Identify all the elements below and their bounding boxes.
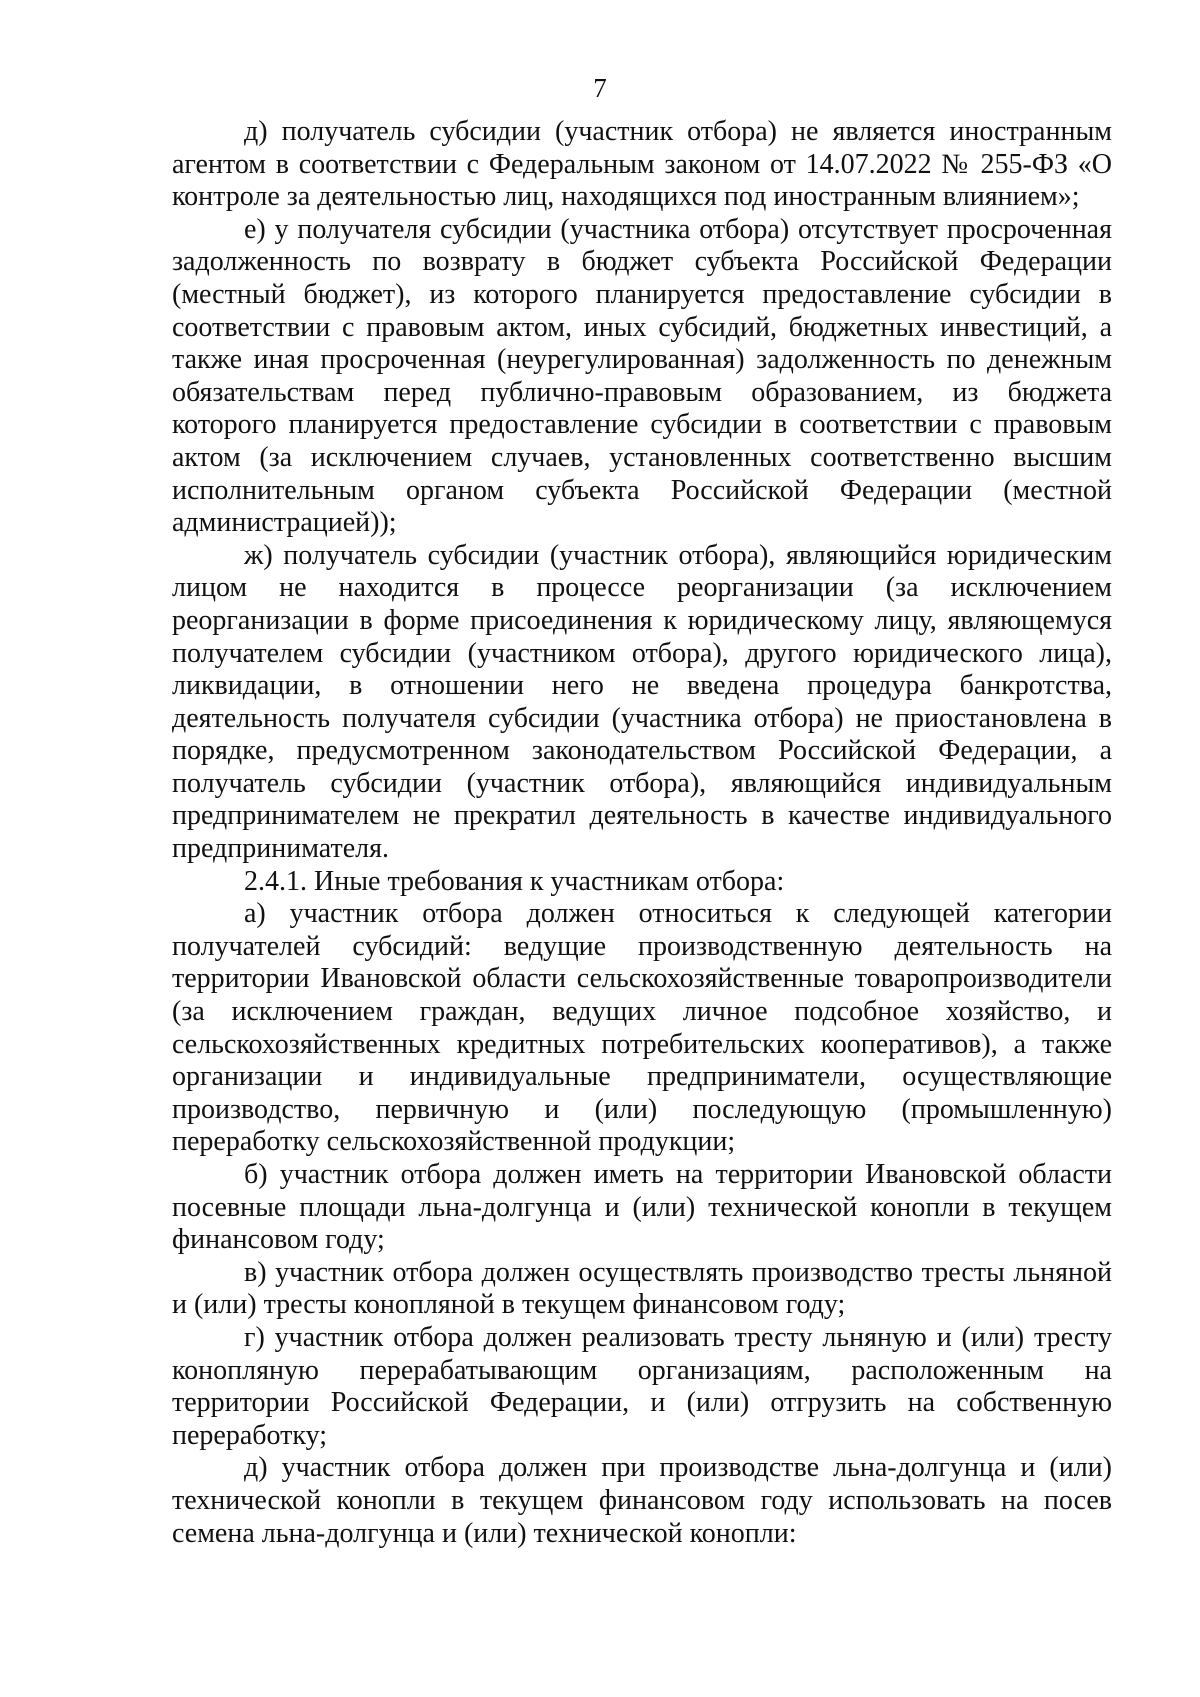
paragraph-zh-no-reorganization: ж) получатель субсидии (участник отбора), являющийся юридическим лицом не находится в процессе реорганизации (за исключением реорганизации в форме присоединения к юридическому лицу, являющемуся получателем субсидии (участником отбора), другого юридического лица), ликвидации, в отношении него не введена процедура банкротства, деятельность получателя субсидии (участника отбора) не приостановлена в порядке, предусмотренном законодательством Российской Федерации, а получатель субсидии (участник отбора), являющийся индивидуальным предпринимателем не прекратил деятельность в качестве индивидуального предпринимателя. xyxy=(172,539,1112,865)
paragraph-d-seeds: д) участник отбора должен при производстве льна-долгунца и (или) технической конопли в текущем финансовом году использовать на посев семена льна-долгунца и (или) технической конопли: xyxy=(172,1452,1112,1549)
paragraph-a-category: а) участник отбора должен относиться к следующей категории получателей субсидий: ведущие производственную деятельность на территории Ивановской области сельскохозяйственные товаропроизводители (за исключением граждан, ведущих личное подсобное хозяйство, и сельскохозяйственных кредитных потребительских кооперативов), а также организации и индивидуальные предприниматели, осуществляющие производство, первичную и (или) последующую (промышленную) переработку сельскохозяйственной продукции; xyxy=(172,898,1112,1158)
paragraph-d-foreign-agent: д) получатель субсидии (участник отбора) не является иностранным агентом в соответствии с Федеральным законом от 14.07.2022 № 255-ФЗ «О контроле за деятельностью лиц, находящихся под иностранным влиянием»; xyxy=(172,116,1112,213)
paragraph-e-no-overdue-debt: е) у получателя субсидии (участника отбора) отсутствует просроченная задолженность по возврату в бюджет субъекта Российской Федерации (местный бюджет), из которого планируется предоставление субсидии в соответствии с правовым актом, иных субсидий, бюджетных инвестиций, а также иная просроченная (неурегулированная) задолженность по денежным обязательствам перед публично-правовым образованием, из бюджета которого планируется предоставление субсидии в соответствии с правовым актом (за исключением случаев, установленных соответственно высшим исполнительным органом субъекта Российской Федерации (местной администрацией)); xyxy=(172,213,1112,539)
paragraph-v-production: в) участник отбора должен осуществлять производство тресты льняной и (или) тресты конопляной в текущем финансовом году; xyxy=(172,1256,1112,1321)
section-heading-2-4-1: 2.4.1. Иные требования к участникам отбора: xyxy=(244,865,785,897)
page-number: 7 xyxy=(593,73,607,103)
paragraph-g-sale: г) участник отбора должен реализовать тресту льняную и (или) тресту конопляную перерабатывающим организациям, расположенным на территории Российской Федерации, и (или) отгрузить на собственную переработку; xyxy=(172,1321,1112,1451)
paragraph-b-sown-areas: б) участник отбора должен иметь на территории Ивановской области посевные площади льна-долгунца и (или) технической конопли в текущем финансовом году; xyxy=(172,1159,1112,1256)
document-body xyxy=(172,116,1112,1550)
